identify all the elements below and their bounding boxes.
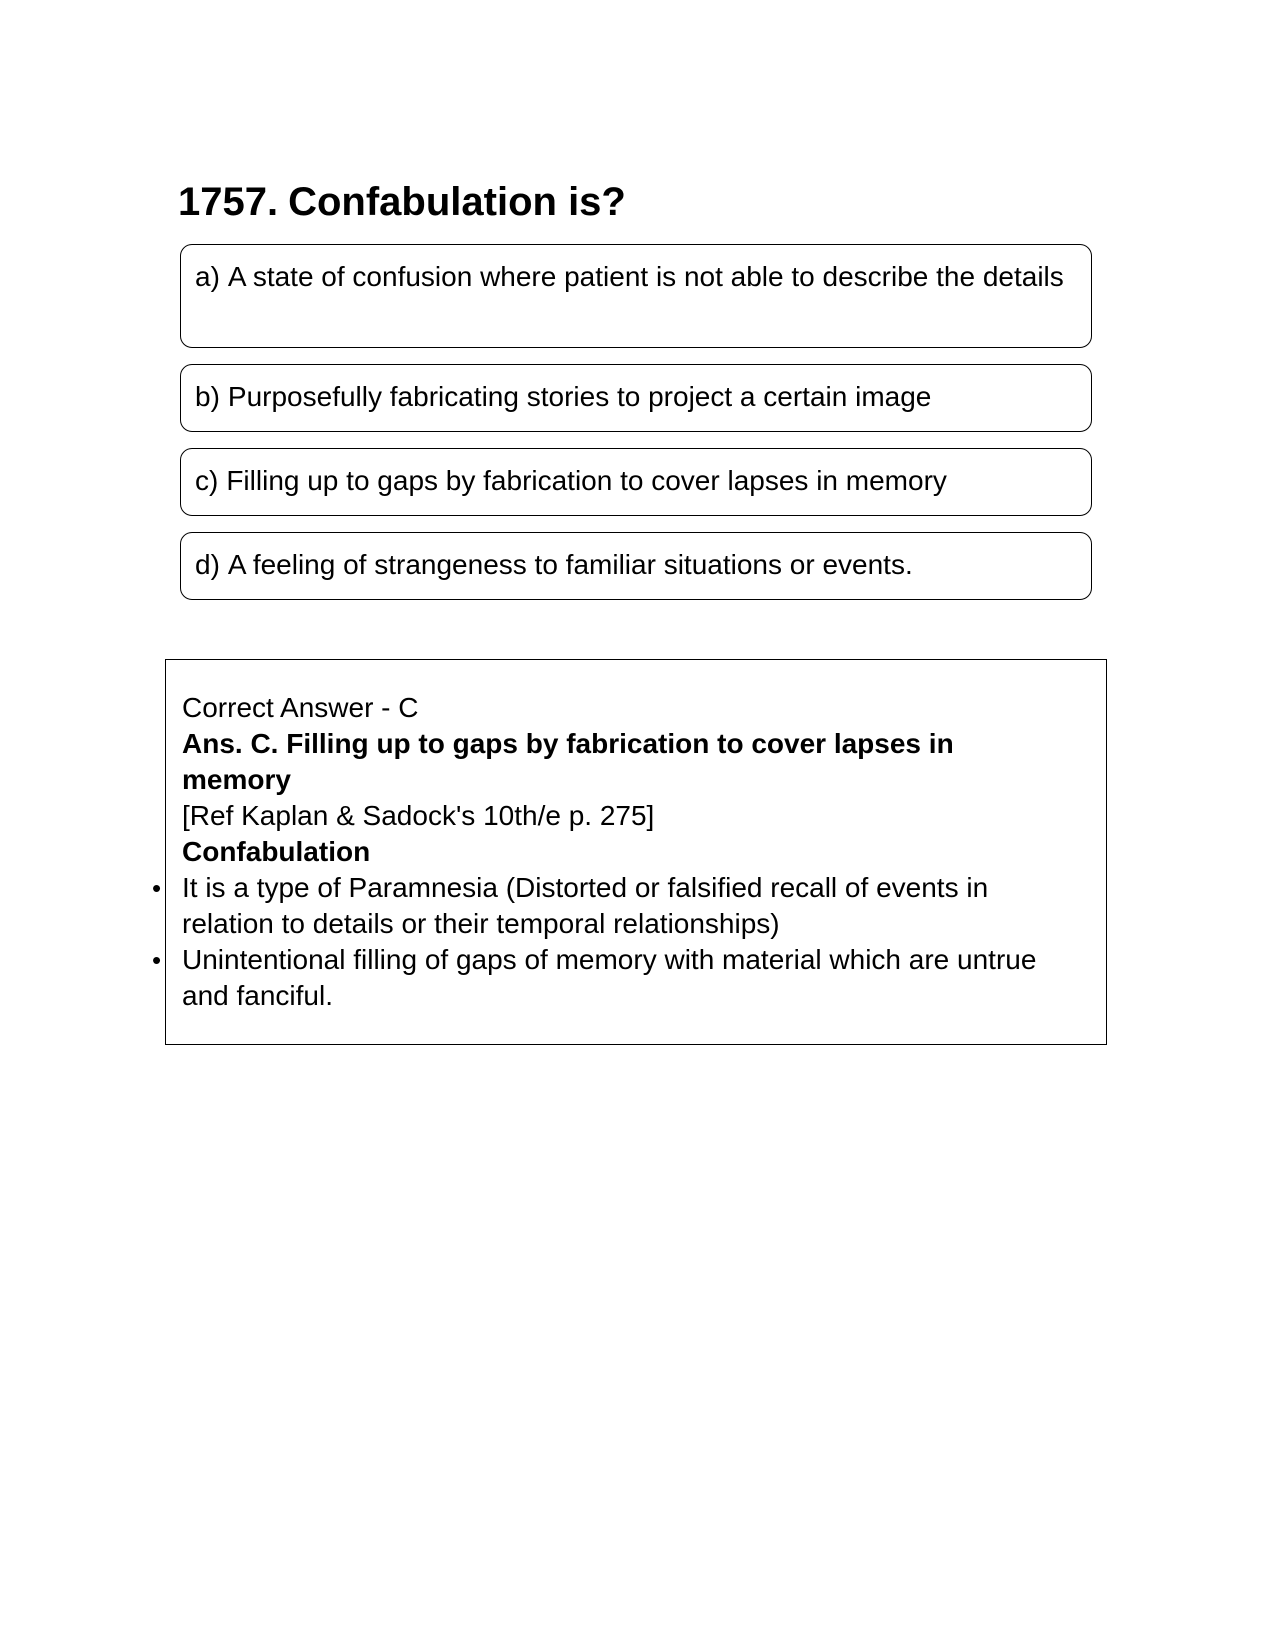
question-title bbox=[178, 176, 626, 228]
list-item bbox=[152, 942, 1066, 1014]
option-letter: c) bbox=[195, 465, 219, 496]
list-item bbox=[152, 870, 1066, 942]
option-text: Filling up to gaps by fabrication to cover lapses in memory bbox=[226, 465, 947, 496]
bullet-icon: • bbox=[152, 873, 162, 903]
bullet-icon: • bbox=[152, 945, 162, 975]
option-b[interactable] bbox=[180, 364, 1092, 432]
option-letter: b) bbox=[195, 381, 220, 412]
reference-line: [Ref Kaplan & Sadock's 10th/e p. 275] bbox=[182, 800, 655, 831]
option-letter: d) bbox=[195, 549, 220, 580]
option-text: A feeling of strangeness to familiar situations or events. bbox=[227, 549, 913, 580]
list-item-text: It is a type of Paramnesia (Distorted or falsified recall of events in relation to details or their temporal relationships) bbox=[182, 872, 989, 939]
explanation-list bbox=[152, 870, 1066, 1014]
explanation-subheading: Confabulation bbox=[182, 836, 371, 867]
list-item-text: Unintentional filling of gaps of memory with material which are untrue and fanciful. bbox=[182, 944, 1037, 1011]
option-letter: a) bbox=[195, 261, 220, 292]
answer-heading: Ans. C. Filling up to gaps by fabrication to cover lapses in memory bbox=[182, 728, 954, 795]
option-a[interactable] bbox=[180, 244, 1092, 348]
option-text: Purposefully fabricating stories to project a certain image bbox=[227, 381, 932, 412]
option-c[interactable] bbox=[180, 448, 1092, 516]
question-number: 1757. bbox=[178, 180, 279, 224]
correct-answer-line: Correct Answer - C bbox=[182, 692, 419, 723]
option-text: A state of confusion where patient is not able to describe the details bbox=[227, 261, 1064, 292]
option-d[interactable] bbox=[180, 532, 1092, 600]
answer-explanation-box bbox=[152, 659, 1107, 1045]
question-text: Confabulation is? bbox=[288, 180, 626, 224]
